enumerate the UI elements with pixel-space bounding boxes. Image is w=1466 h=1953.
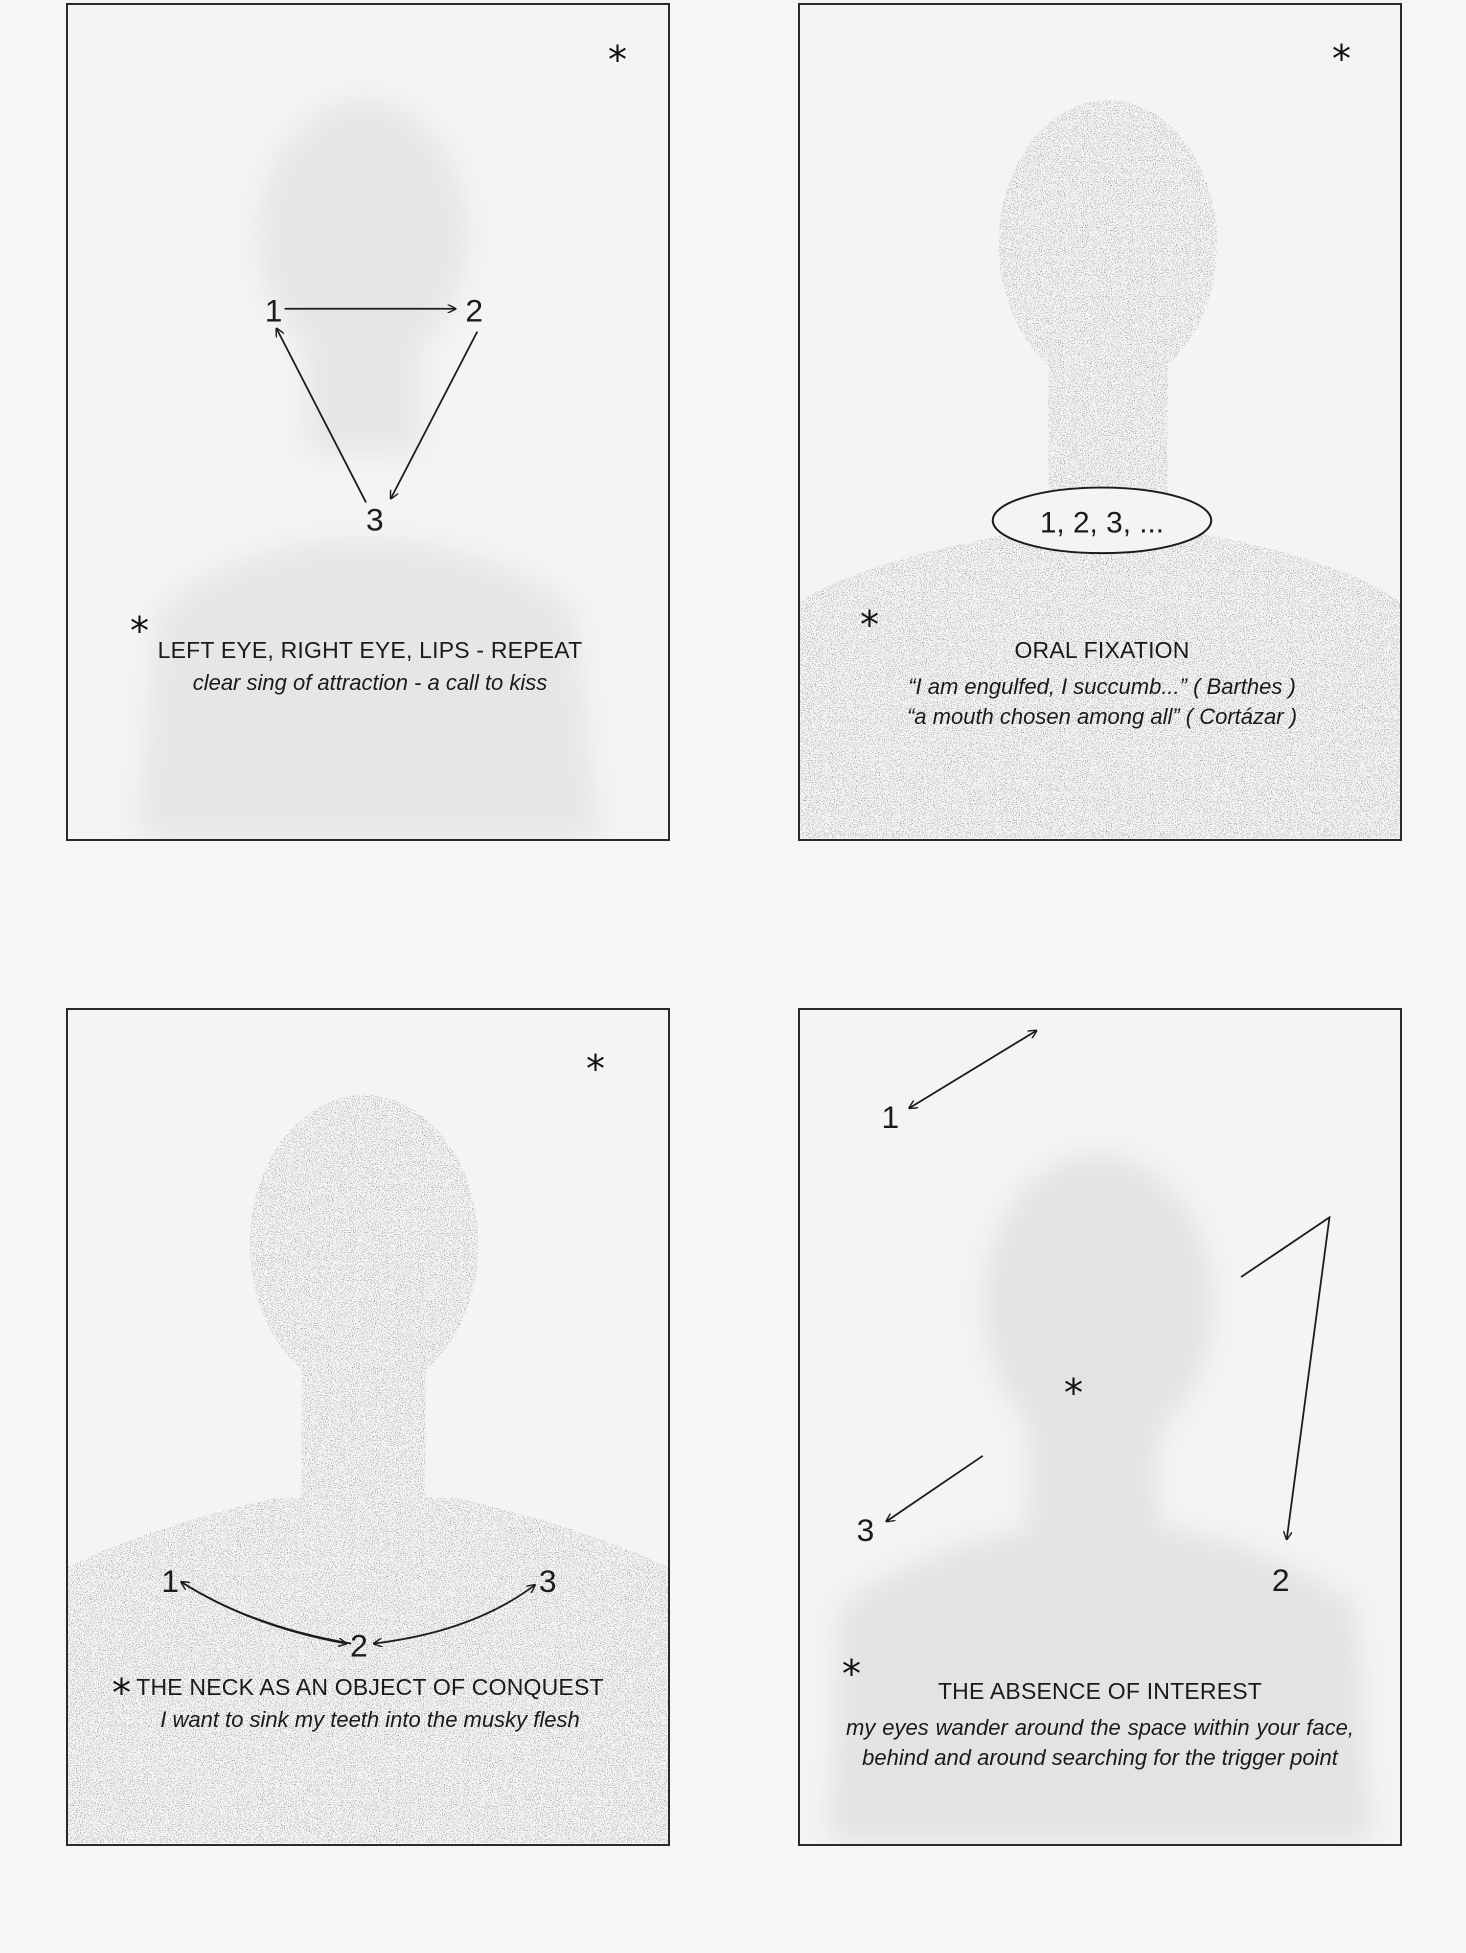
oval-label: 1, 2, 3, ... — [1039, 506, 1165, 540]
caption — [846, 1678, 1354, 1773]
caption-title: ORAL FIXATION — [1014, 637, 1190, 663]
marker-2: 2 — [465, 292, 484, 329]
card-neck — [66, 1008, 670, 1846]
arrow-2-to-1 — [181, 1582, 351, 1644]
caption-title: THE ABSENCE OF INTEREST — [937, 1678, 1263, 1704]
arrow-3-to-1 — [277, 329, 366, 503]
card-eyes-lips — [66, 3, 670, 841]
caption — [118, 1674, 622, 1733]
asterisk-icon: * — [1064, 1371, 1083, 1415]
arrow-to-2 — [1241, 1217, 1329, 1539]
caption-quote-barthes: “I am engulfed, I succumb...” ( Barthes ) — [908, 674, 1296, 699]
caption — [860, 637, 1344, 730]
marker-2: 2 — [350, 1627, 368, 1664]
marker-3: 3 — [366, 501, 384, 538]
asterisk-icon: * — [130, 609, 149, 653]
arrow-to-3 — [886, 1456, 982, 1522]
asterisk-icon: * — [608, 38, 627, 82]
caption-title: LEFT EYE, RIGHT EYE, LIPS - REPEAT — [157, 637, 583, 663]
card-oral-fixation — [798, 3, 1402, 841]
marker-1: 1 — [881, 1098, 900, 1135]
arrow-2-to-3 — [391, 332, 477, 499]
caption-line: clear sing of attraction - a call to kiss — [192, 670, 548, 695]
asterisk-icon: * — [112, 1671, 131, 1715]
asterisk-icon: * — [842, 1652, 861, 1696]
card-absence-of-interest — [798, 1008, 1402, 1846]
arrow-to-1 — [909, 1031, 1036, 1108]
marker-1: 1 — [264, 292, 283, 329]
asterisk-icon: * — [586, 1047, 605, 1091]
marker-1: 1 — [161, 1562, 180, 1599]
caption-title: THE NECK AS AN OBJECT OF CONQUEST — [136, 1674, 604, 1700]
asterisk-icon: * — [860, 603, 879, 647]
arrow-2-to-3 — [374, 1585, 535, 1644]
asterisk-icon: * — [1332, 37, 1351, 81]
marker-2: 2 — [1271, 1561, 1290, 1598]
marker-3: 3 — [856, 1512, 875, 1549]
marker-3: 3 — [538, 1562, 557, 1599]
caption-line: my eyes wander around the space within your face, behind and around searching for the trigger point — [846, 1715, 1354, 1770]
caption — [128, 637, 612, 696]
gaze-diagram — [68, 5, 668, 839]
caption-line: I want to sink my teeth into the musky flesh — [160, 1707, 580, 1732]
caption-quote-cortazar: “a mouth chosen among all” ( Cortázar ) — [906, 704, 1298, 729]
arrow-1-to-2 — [181, 1582, 346, 1644]
